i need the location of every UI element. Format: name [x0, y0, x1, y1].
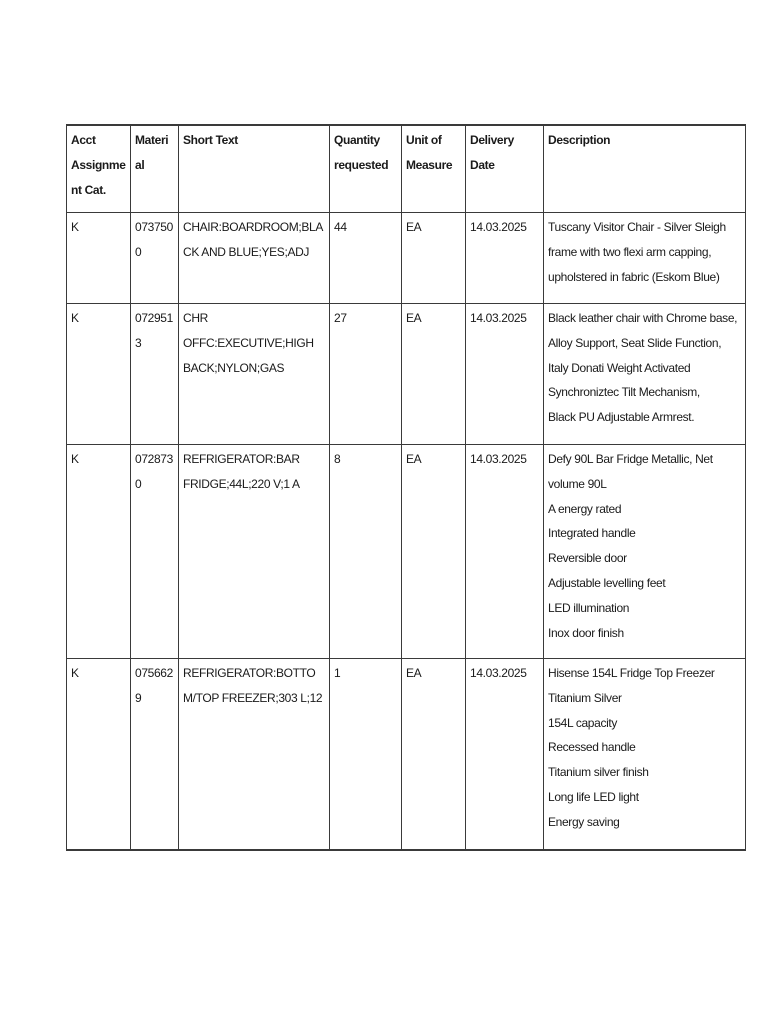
header-material: Material — [131, 125, 179, 213]
table-row — [67, 659, 746, 851]
cell-quantity: 1 — [330, 659, 402, 851]
cell-material: 0729513 — [131, 304, 179, 445]
cell-delivery-date: 14.03.2025 — [466, 445, 544, 659]
cell-quantity: 8 — [330, 445, 402, 659]
header-acct-assignment: Acct Assignment Cat. — [67, 125, 131, 213]
cell-unit: EA — [402, 445, 466, 659]
description-line: LED illumination — [548, 600, 630, 615]
cell-description — [544, 445, 746, 659]
cell-short-text: CHR OFFC:EXECUTIVE;HIGH BACK;NYLON;GAS — [179, 304, 330, 445]
description-line: Black leather chair with Chrome base, — [548, 311, 738, 325]
description-line: Titanium silver finish — [548, 765, 649, 780]
cell-unit: EA — [402, 659, 466, 851]
cell-short-text: CHAIR:BOARDROOM;BLACK AND BLUE;YES;ADJ — [179, 213, 330, 304]
description-line: Synchroniztec Tilt Mechanism, — [548, 385, 700, 400]
cell-delivery-date: 14.03.2025 — [466, 659, 544, 851]
description-line: 154L capacity — [548, 715, 618, 730]
cell-description — [544, 304, 746, 445]
cell-material: 0756629 — [131, 659, 179, 851]
cell-quantity: 44 — [330, 213, 402, 304]
cell-delivery-date: 14.03.2025 — [466, 213, 544, 304]
header-description: Description — [544, 125, 746, 213]
cell-description — [544, 659, 746, 851]
description-line: Adjustable levelling feet — [548, 575, 666, 590]
description-line: A energy rated — [548, 501, 622, 516]
description-line: Alloy Support, Seat Slide Function, — [548, 335, 722, 350]
description-line: Inox door finish — [548, 625, 624, 640]
cell-acct: K — [67, 659, 131, 851]
cell-acct: K — [67, 304, 131, 445]
table-row — [67, 445, 746, 659]
description-line: Reversible door — [548, 551, 627, 566]
cell-material: 0728730 — [131, 445, 179, 659]
cell-description — [544, 213, 746, 304]
description-line: Black PU Adjustable Armrest. — [548, 410, 695, 425]
order-items-table — [66, 124, 746, 851]
cell-material: 0737500 — [131, 213, 179, 304]
description-line: Italy Donati Weight Activated — [548, 360, 691, 375]
cell-delivery-date: 14.03.2025 — [466, 304, 544, 445]
cell-unit: EA — [402, 304, 466, 445]
table-row — [67, 213, 746, 304]
header-delivery-date: Delivery Date — [466, 125, 544, 213]
cell-acct: K — [67, 213, 131, 304]
cell-quantity: 27 — [330, 304, 402, 445]
description-line: Recessed handle — [548, 740, 636, 755]
description-line: Integrated handle — [548, 526, 636, 541]
cell-short-text: REFRIGERATOR:BOTTOM/TOP FREEZER;303 L;12 — [179, 659, 330, 851]
description-line: Long life LED light — [548, 789, 639, 804]
header-row — [67, 125, 746, 213]
cell-unit: EA — [402, 213, 466, 304]
description-line: Energy saving — [548, 814, 620, 829]
description-line: Hisense 154L Fridge Top Freezer Titanium Silver — [548, 666, 715, 705]
table-row — [67, 304, 746, 445]
header-short-text: Short Text — [179, 125, 330, 213]
description-line: Defy 90L Bar Fridge Metallic, Net volume 90L — [548, 452, 713, 491]
cell-short-text: REFRIGERATOR:BAR FRIDGE;44L;220 V;1 A — [179, 445, 330, 659]
cell-acct: K — [67, 445, 131, 659]
header-quantity: Quantity requested — [330, 125, 402, 213]
description-line: Tuscany Visitor Chair - Silver Sleigh frame with two flexi arm capping, upholstered in fabric (Eskom Blue) — [548, 220, 726, 284]
header-unit: Unit of Measure — [402, 125, 466, 213]
